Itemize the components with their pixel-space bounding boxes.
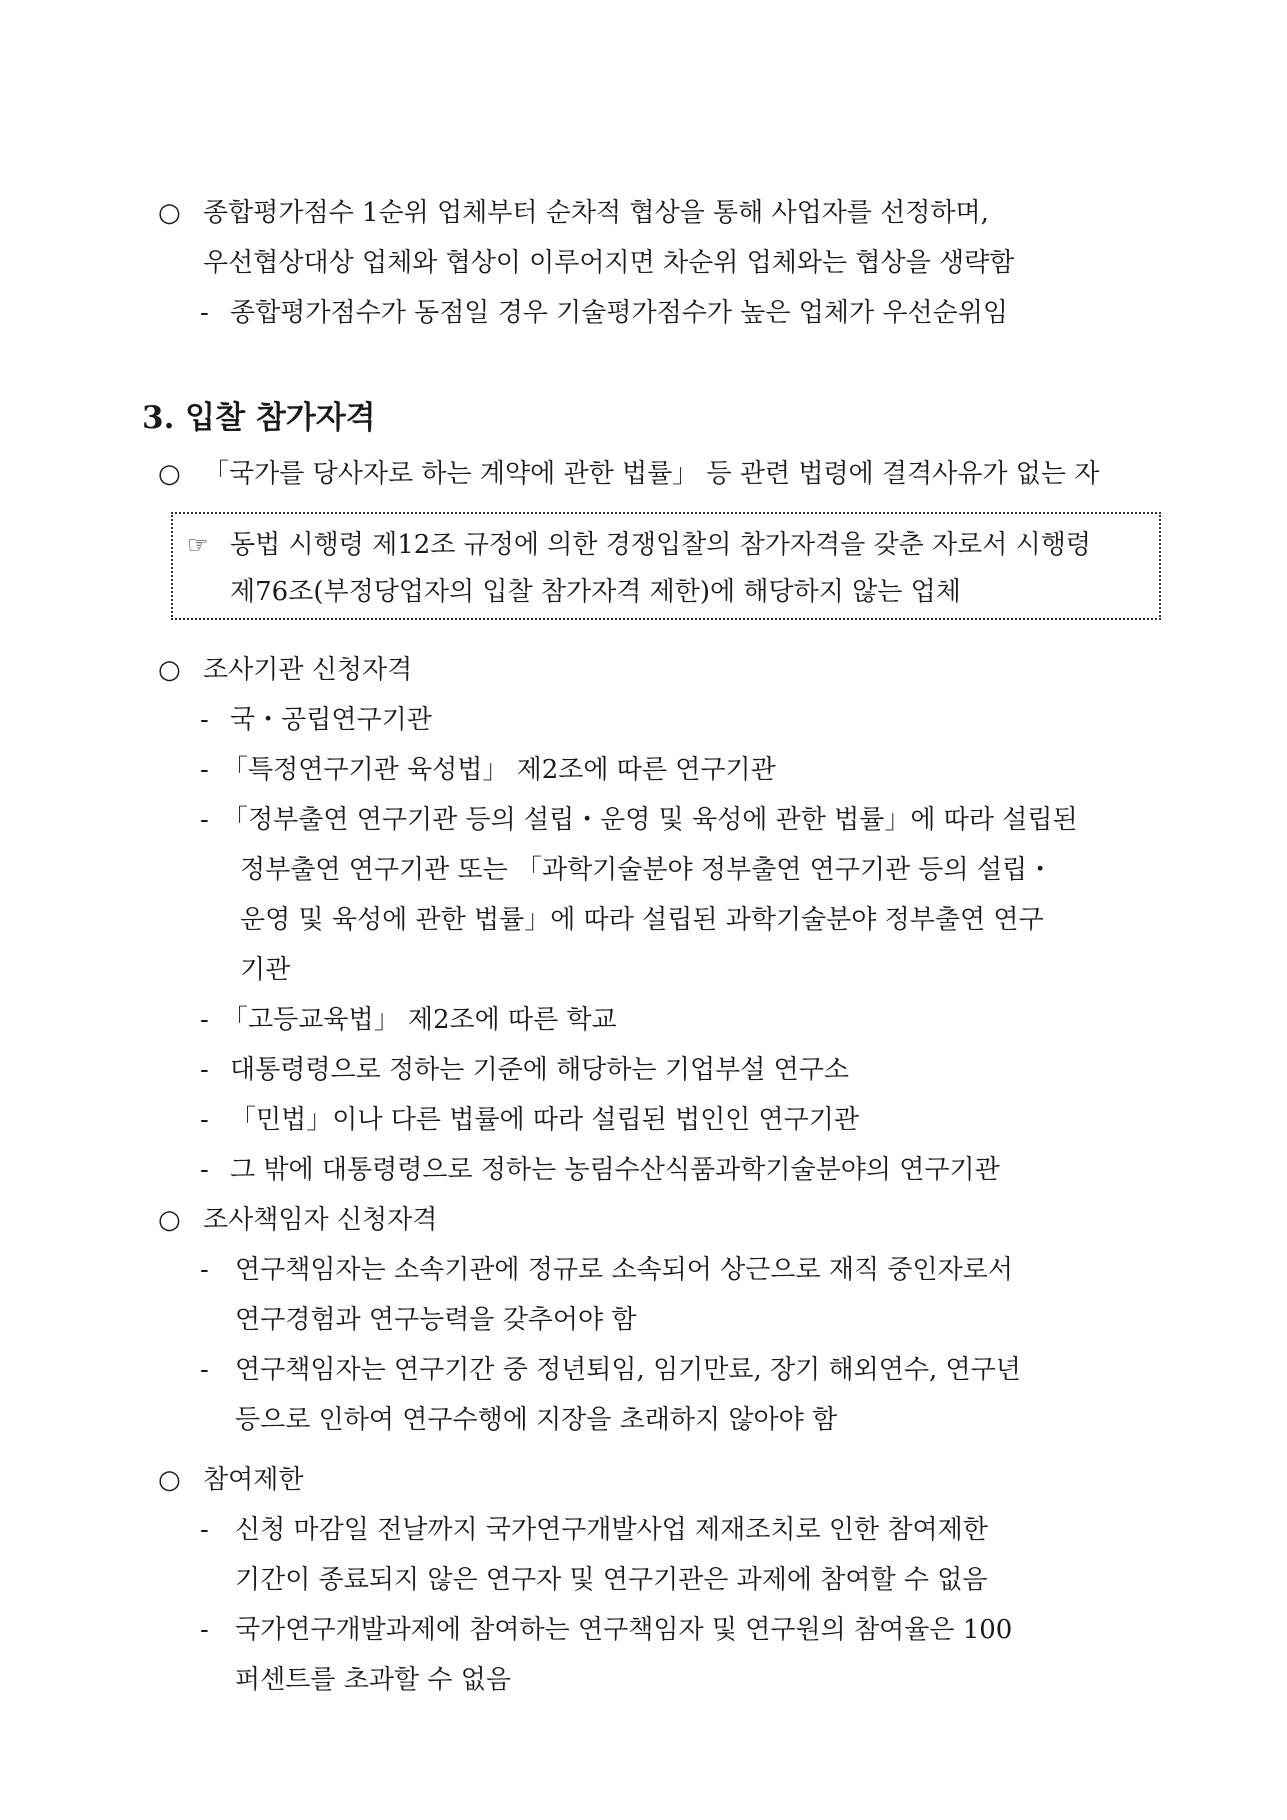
- dash-bullet: -: [200, 1615, 209, 1645]
- list-item-text: 연구경험과 연구능력을 갖추어야 함: [235, 1305, 637, 1335]
- section-heading: 3. 입찰 참가자격: [142, 400, 376, 436]
- list-item-text: 「특정연구기관 육성법」 제2조에 따른 연구기관: [222, 755, 776, 785]
- subsection-title: 참여제한: [203, 1465, 304, 1495]
- dash-bullet: -: [200, 1055, 209, 1085]
- circle-bullet-icon: ○: [158, 459, 181, 489]
- list-item-text: 신청 마감일 전날까지 국가연구개발사업 제재조치로 인한 참여제한: [235, 1515, 988, 1545]
- dash-bullet: -: [200, 1105, 209, 1135]
- list-item-text: 그 밖에 대통령령으로 정하는 농림수산식품과학기술분야의 연구기관: [230, 1155, 1000, 1185]
- note-text: 제76조(부정당업자의 입찰 참가자격 제한)에 해당하지 않는 업체: [230, 577, 961, 607]
- dash-bullet: -: [200, 1355, 209, 1385]
- list-item-text: 대통령령으로 정하는 기준에 해당하는 기업부설 연구소: [230, 1055, 849, 1085]
- dash-bullet: -: [200, 755, 209, 785]
- list-item-text: 「정부출연 연구기관 등의 설립・운영 및 육성에 관한 법률」에 따라 설립된: [222, 805, 1078, 835]
- list-item-text: 「고등교육법」 제2조에 따른 학교: [222, 1005, 617, 1035]
- pointing-hand-icon: ☞: [187, 531, 209, 559]
- dash-bullet: -: [200, 1005, 209, 1035]
- dash-bullet: -: [200, 1515, 209, 1545]
- circle-bullet-icon: ○: [158, 198, 181, 228]
- list-item-text: 정부출연 연구기관 또는 「과학기술분야 정부출연 연구기관 등의 설립・: [240, 855, 1054, 885]
- list-item-text: 운영 및 육성에 관한 법률」에 따라 설립된 과학기술분야 정부출연 연구: [240, 905, 1044, 935]
- subsection-title: 조사책임자 신청자격: [203, 1205, 438, 1235]
- list-item-text: 기관: [240, 955, 291, 985]
- list-item-text: 국・공립연구기관: [230, 705, 432, 735]
- dash-bullet: -: [200, 1255, 209, 1285]
- list-item-text: 연구책임자는 연구기간 중 정년퇴임, 임기만료, 장기 해외연수, 연구년: [235, 1355, 1021, 1385]
- paragraph-text: 우선협상대상 업체와 협상이 이루어지면 차순위 업체와는 협상을 생략함: [203, 248, 1015, 278]
- list-item-text: 「민법」이나 다른 법률에 따라 설립된 법인인 연구기관: [230, 1105, 860, 1135]
- dash-bullet: -: [200, 298, 209, 328]
- subsection-title: 조사기관 신청자격: [203, 655, 413, 685]
- dash-bullet: -: [200, 1155, 209, 1185]
- list-item-text: 등으로 인하여 연구수행에 지장을 초래하지 않아야 함: [235, 1405, 838, 1435]
- paragraph-text: 종합평가점수 1순위 업체부터 순차적 협상을 통해 사업자를 선정하며,: [203, 198, 989, 228]
- circle-bullet-icon: ○: [158, 655, 181, 685]
- list-item-text: 기간이 종료되지 않은 연구자 및 연구기관은 과제에 참여할 수 없음: [235, 1565, 988, 1595]
- paragraph-text: 「국가를 당사자로 하는 계약에 관한 법률」 등 관련 법령에 결격사유가 없는 자: [203, 459, 1100, 489]
- list-item-text: 퍼센트를 초과할 수 없음: [235, 1665, 511, 1695]
- circle-bullet-icon: ○: [158, 1205, 181, 1235]
- note-text: 동법 시행령 제12조 규정에 의한 경쟁입찰의 참가자격을 갖춘 자로서 시행령: [230, 530, 1091, 560]
- list-item-text: 국가연구개발과제에 참여하는 연구책임자 및 연구원의 참여율은 100: [235, 1615, 1013, 1645]
- circle-bullet-icon: ○: [158, 1465, 181, 1495]
- dash-bullet: -: [200, 805, 209, 835]
- paragraph-text: 종합평가점수가 동점일 경우 기술평가점수가 높은 업체가 우선순위임: [230, 298, 1008, 328]
- list-item-text: 연구책임자는 소속기관에 정규로 소속되어 상근으로 재직 중인자로서: [235, 1255, 1013, 1285]
- dash-bullet: -: [200, 705, 209, 735]
